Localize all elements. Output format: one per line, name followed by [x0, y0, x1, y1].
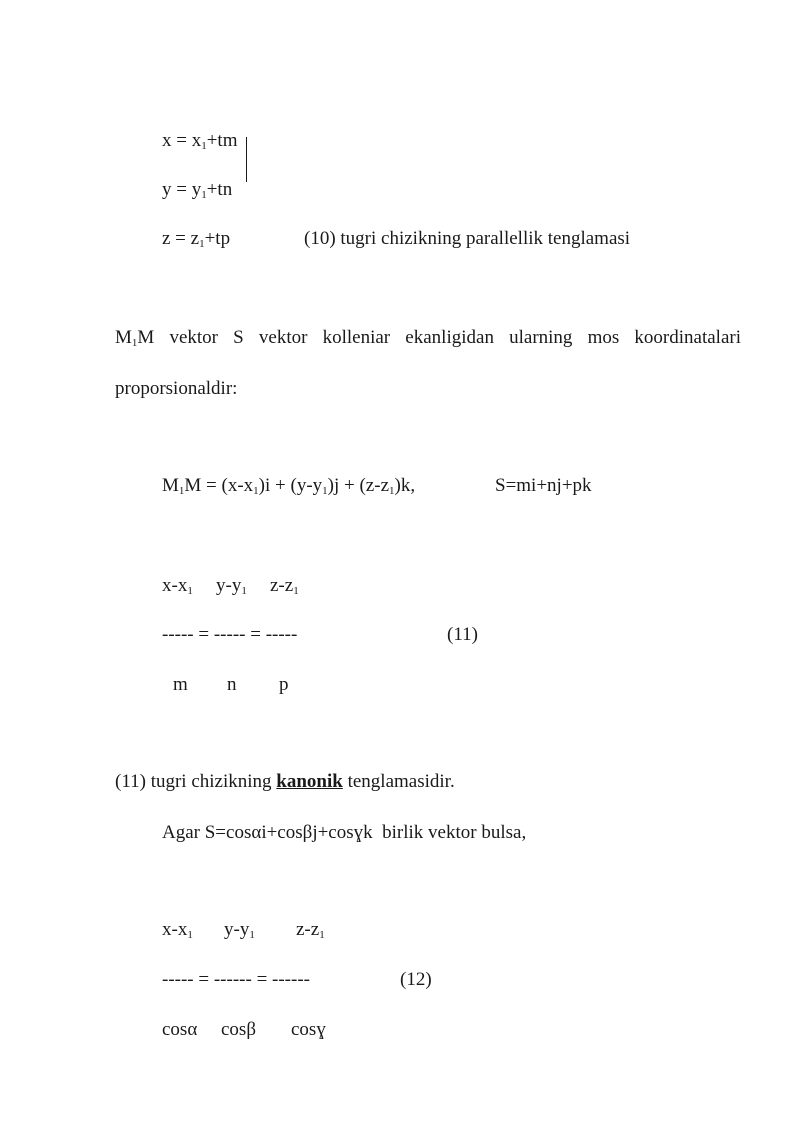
eq12-fraction-bars: ----- = ------ = ------ — [162, 969, 310, 990]
subscript: 1 — [389, 485, 395, 497]
paragraph-collinear-end: proporsionaldir: — [115, 378, 238, 399]
eq11-numerator-y — [216, 576, 247, 597]
subscript: 1 — [131, 337, 138, 349]
eq-text: +tp — [204, 228, 231, 249]
eq11-label: (11) — [447, 624, 478, 645]
beta-symbol: β — [302, 822, 313, 843]
eq-text: y-y — [224, 919, 250, 940]
m1m-formula — [162, 476, 415, 497]
para-text: i+cos — [261, 822, 303, 843]
eq-text: x-x — [162, 919, 188, 940]
subscript: 1 — [187, 585, 193, 597]
kanonik-term: kanonik — [276, 771, 343, 792]
unit-vector-condition — [162, 823, 526, 842]
eq11-numerator-z — [270, 576, 299, 597]
eq-text: M = (x-x — [184, 475, 254, 496]
eq-text: z-z — [296, 919, 320, 940]
eq12-label: (12) — [400, 969, 432, 990]
subscript: 1 — [187, 929, 193, 941]
eq-text: M — [162, 475, 179, 496]
equation-x-line — [162, 131, 238, 152]
eq-text: y-y — [216, 575, 242, 596]
subscript: 1 — [178, 485, 185, 497]
subscript: 1 — [241, 585, 247, 597]
subscript: 1 — [201, 140, 207, 152]
para-text: (11) tugri chizikning — [115, 771, 277, 792]
subscript: 1 — [249, 929, 255, 941]
equation-10-caption: (10) tugri chizikning parallellik tenglamasi — [304, 228, 631, 249]
eq-text: )k, — [394, 475, 416, 496]
subscript: 1 — [293, 585, 299, 597]
eq-text: z-z — [270, 575, 294, 596]
eq11-denominator-m: m — [173, 674, 188, 695]
eq11-denominator-n: n — [227, 674, 237, 695]
subscript: 1 — [319, 929, 325, 941]
system-brace-bar — [246, 137, 247, 182]
para-text: Agar S=cos — [162, 822, 252, 843]
eq12-numerator-x — [162, 920, 193, 941]
eq11-fraction-bars: ----- = ----- = ----- — [162, 624, 298, 645]
eq12-denominator-alpha: cosα — [162, 1019, 198, 1040]
paragraph-collinear — [115, 328, 741, 349]
alpha-symbol: α — [251, 822, 262, 843]
subscript: 1 — [253, 485, 259, 497]
eq-text: )j + (z-z — [327, 475, 389, 496]
eq-text: x-x — [162, 575, 188, 596]
subscript: 1 — [201, 189, 207, 201]
eq-text: z = z — [162, 228, 200, 249]
subscript: 1 — [199, 238, 205, 250]
para-text: M vektor S vektor kolleniar ekanligidan ularning mos koordinatalari — [137, 327, 741, 348]
para-text: j+cos — [312, 822, 354, 843]
s-vector-formula: S=mi+nj+pk — [495, 475, 592, 496]
eq-text: )i + (y-y — [258, 475, 323, 496]
equation-y-line — [162, 180, 232, 201]
eq11-denominator-p: p — [279, 674, 289, 695]
eq12-denominator-gamma: cosɣ — [291, 1019, 326, 1040]
eq-text: +tm — [206, 130, 238, 151]
eq12-numerator-z — [296, 920, 325, 941]
eq-text: +tn — [206, 179, 233, 200]
gamma-symbol: ɣ — [353, 822, 364, 843]
eq12-denominator-beta: cosβ — [221, 1019, 256, 1040]
eq-text: x = x — [162, 130, 202, 151]
subscript: 1 — [322, 485, 328, 497]
para-text: k birlik vektor bulsa, — [363, 822, 527, 843]
eq12-numerator-y — [224, 920, 255, 941]
equation-z-line — [162, 229, 230, 250]
eq11-numerator-x — [162, 576, 193, 597]
eq-text: y = y — [162, 179, 202, 200]
para-text: M — [115, 327, 132, 348]
paragraph-canonical — [115, 772, 455, 791]
para-text: tenglamasidir. — [342, 771, 455, 792]
